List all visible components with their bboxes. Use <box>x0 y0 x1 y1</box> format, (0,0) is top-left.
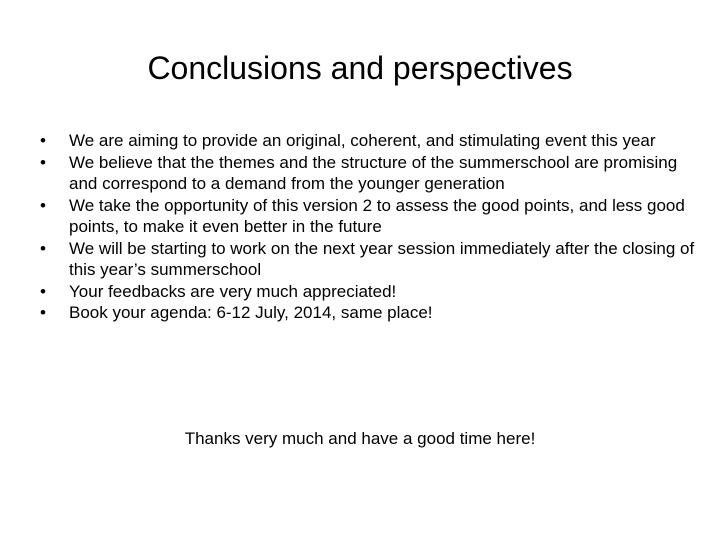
bullet-item <box>36 195 696 238</box>
bullet-item <box>36 238 696 281</box>
bullet-item <box>36 281 696 303</box>
closing-message: Thanks very much and have a good time here! <box>184 429 536 448</box>
bullet-dot-icon: • <box>40 131 46 150</box>
bullet-text: We are aiming to provide an original, coherent, and stimulating event this year <box>69 131 656 150</box>
bullet-item <box>36 130 696 152</box>
slide-title: Conclusions and perspectives <box>147 50 573 86</box>
bullet-text: Your feedbacks are very much appreciated! <box>69 281 397 301</box>
bullet-text: We will be starting to work on the next year session immediately after the closing of this year’s summerschool <box>69 238 695 279</box>
bullet-dot-icon: • <box>40 303 46 322</box>
bullet-item <box>36 152 696 195</box>
bullet-dot-icon: • <box>40 281 46 301</box>
bullet-text: We believe that the themes and the structure of the summerschool are promising and correspond to a demand from the younger generation <box>69 152 678 193</box>
bullet-dot-icon: • <box>40 152 46 172</box>
bullet-text: We take the opportunity of this version 2 to assess the good points, and less good points, to make it even better in the future <box>69 195 685 236</box>
bullet-dot-icon: • <box>40 195 46 215</box>
bullet-item <box>36 302 696 324</box>
bullet-list <box>36 130 696 324</box>
bullet-dot-icon: • <box>40 238 46 258</box>
bullet-text: Book your agenda: 6-12 July, 2014, same place! <box>69 303 433 322</box>
